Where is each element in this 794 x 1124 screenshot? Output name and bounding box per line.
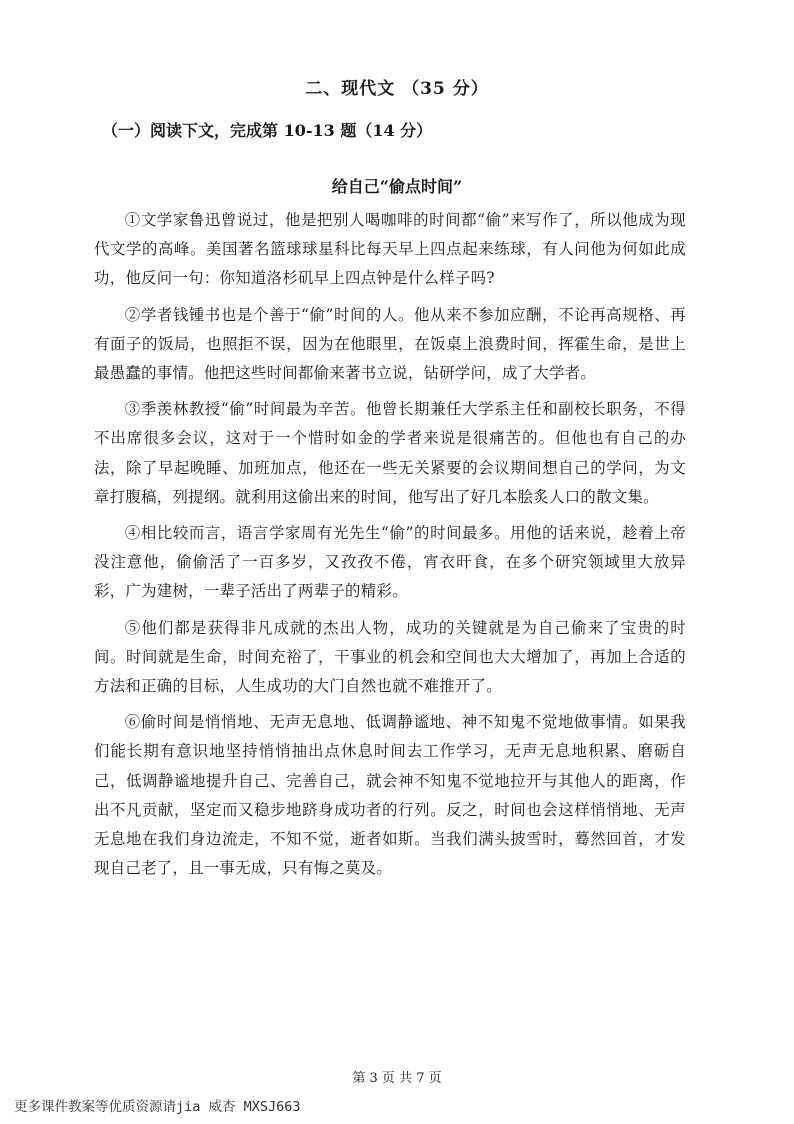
paragraph-5: ⑤他们都是获得非凡成就的杰出人物，成功的关键就是为自己偷来了宝贵的时间。时间就是生命，时间充裕了，干事业的机会和空间也大大增加了，再加上合适的方法和正确的目标，人生成功的大门自然也就不难推开了。	[94, 618, 686, 696]
paragraph-1: ①文学家鲁迅曾说过，他是把别人喝咖啡的时间都“偷”来写作了，所以他成为现代文学的高峰。美国著名篮球球星科比每天早上四点起来练球，有人问他为何如此成功，他反问一句：你知道洛杉矶早上四点钟是什么样子吗?	[94, 211, 686, 288]
paragraph-4: ④相比较而言，语言学家周有光先生“偷”的时间最多。用他的话来说，趁着上帝没注意他，偷偷活了一百多岁，又孜孜不倦，宵衣旰食，在多个研究领域里大放异彩，广为建树，一辈子活出了两辈子的精彩。	[94, 524, 686, 601]
paragraph-3: ③季羡林教授“偷”时间最为辛苦。他曾长期兼任大学系主任和副校长职务，不得不出席很多会议，这对于一个惜时如金的学者来说是很痛苦的。但他也有自己的办法，除了早起晚睡、加班加点，他还在一些无关紧要的会议期间想自己的学问，为文章打腹稿，列提纲。就利用这偷出来的时间，他写出了好几本脍炙人口的散文集。	[94, 400, 686, 506]
page-indicator: 第 3 页 共 7 页	[352, 1071, 442, 1086]
paragraph-2: ②学者钱锺书也是个善于“偷”时间的人。他从来不参加应酬，不论再高规格、再有面子的饭局，也照拒不误，因为在他眼里，在饭桌上浪费时间，挥霍生命，是世上最愚蠢的事情。他把这些时间都偷来著书立说，钻研学问，成了大学者。	[94, 305, 686, 383]
paragraph-6: ⑥偷时间是悄悄地、无声无息地、低调静谧地、神不知鬼不觉地做事情。如果我们能长期有意识地坚持悄悄抽出点休息时间去工作学习，无声无息地积累、磨砺自己，低调静谧地提升自己、完善自己，就会神不知鬼不觉地拉开与其他人的距离，作出不凡贡献，坚定而又稳步地跻身成功者的行列。反之，时间也会这样悄悄地、无声无息地在我们身边流走，不知不觉，逝者如斯。当我们满头披雪时，蓦然回首，才发现自己老了，且一事无成，只有悔之莫及。	[94, 713, 686, 878]
article-title: 给自己“偷点时间”	[331, 177, 463, 196]
subsection-heading: （一）阅读下文，完成第 10-13 题（14 分）	[102, 121, 433, 140]
watermark-text: 更多课件教案等优质资源请jia 威杏 MXSJ663	[14, 1099, 301, 1115]
article-body	[94, 206, 686, 890]
section-title: 二、现代文 （35 分）	[305, 79, 489, 99]
